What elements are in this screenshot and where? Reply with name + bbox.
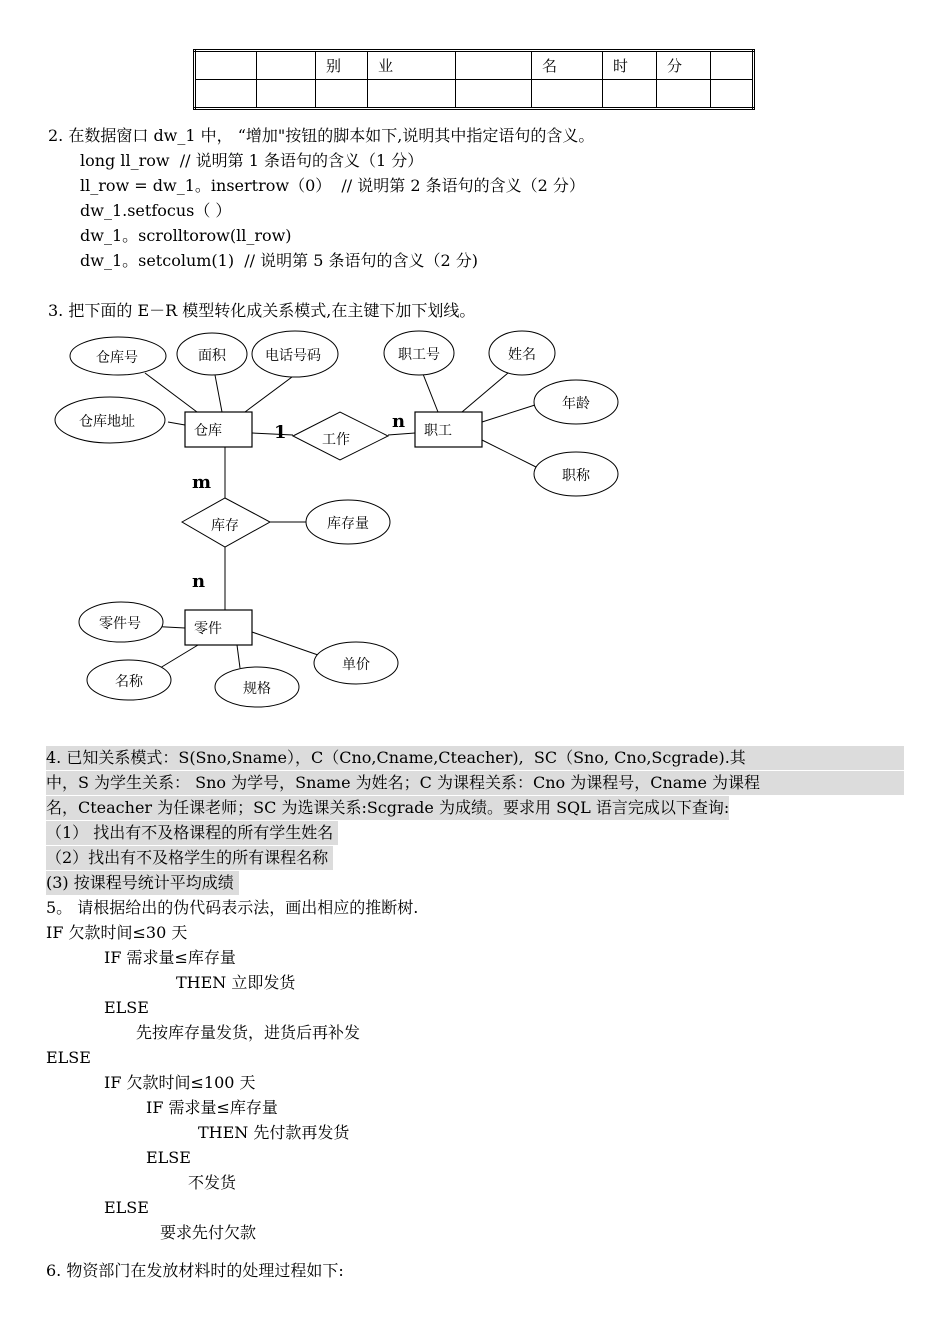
table-cell: 业 — [368, 51, 456, 80]
question-4-line: 中，S 为学生关系： Sno 为学号，Sname 为姓名；C 为课程关系：Cno 为课程号，Cname 为课程 — [46, 771, 904, 795]
table-cell — [603, 80, 657, 109]
attr-title — [534, 452, 618, 496]
connector-line — [252, 632, 318, 655]
table-cell — [456, 51, 532, 80]
attribute-label: 年龄 — [562, 396, 590, 412]
pseudo-code-line: ELSE — [104, 998, 149, 1017]
attribute-label: 电话号码 — [265, 348, 321, 364]
relationship-work — [293, 412, 388, 460]
table-cell — [532, 80, 603, 109]
table-cell: 时 — [603, 51, 657, 80]
entity-employee — [415, 412, 482, 447]
attr-part-no — [79, 602, 163, 642]
header-table — [193, 49, 755, 110]
question-5-title: 5。 请根据给出的伪代码表示法，画出相应的推断树. — [46, 898, 419, 917]
table-cell: 名 — [532, 51, 603, 80]
attr-price — [314, 642, 398, 684]
table-cell — [195, 51, 257, 80]
table-row — [195, 51, 754, 80]
connector-line — [168, 422, 185, 425]
connector-line — [423, 374, 438, 412]
attribute-label: 职称 — [562, 468, 590, 484]
table-cell — [368, 80, 456, 109]
code-line: dw_1。scrolltorow(ll_row) — [80, 226, 292, 245]
pseudo-code-line: ELSE — [104, 1198, 149, 1217]
attribute-label: 姓名 — [508, 347, 536, 363]
attribute-label: 面积 — [198, 348, 226, 364]
connector-line — [388, 433, 415, 435]
question-3-title: 3. 把下面的 E－R 模型转化成关系模式,在主键下加下划线。 — [48, 301, 476, 320]
entity-label: 零件 — [194, 621, 222, 637]
attribute-label: 仓库地址 — [79, 414, 135, 430]
pseudo-code-line: THEN 先付款再发货 — [198, 1123, 350, 1142]
entity-label: 职工 — [424, 423, 452, 439]
code-line: long ll_row // 说明第 1 条语句的含义（1 分） — [80, 151, 424, 170]
attr-name — [489, 331, 555, 375]
question-2-title: 2. 在数据窗口 dw_1 中， “增加"按钮的脚本如下,说明其中指定语句的含义。 — [48, 126, 595, 145]
er-diagram — [50, 330, 630, 720]
attr-employee-no — [384, 331, 454, 375]
table-cell — [711, 51, 754, 80]
pseudo-code-line: IF 欠款时间≤100 天 — [104, 1073, 256, 1092]
connector-line — [252, 433, 293, 435]
question-4-item: (3) 按课程号统计平均成绩 — [46, 871, 239, 895]
pseudo-code-line: IF 欠款时间≤30 天 — [46, 923, 188, 942]
attribute-label: 库存量 — [327, 516, 369, 532]
attr-warehouse-addr — [55, 397, 165, 443]
relationship-label: 工作 — [322, 432, 350, 448]
table-cell — [456, 80, 532, 109]
attr-warehouse-no — [70, 337, 166, 375]
pseudo-code-line: ELSE — [146, 1148, 191, 1167]
table-cell — [195, 80, 257, 109]
connector-line — [215, 375, 222, 412]
attribute-label: 单价 — [342, 657, 370, 673]
attribute-label: 规格 — [243, 681, 271, 697]
cardinality-n: n — [192, 571, 206, 592]
table-cell — [257, 80, 316, 109]
table-cell: 分 — [657, 51, 711, 80]
question-6-title: 6. 物资部门在发放材料时的处理过程如下: — [46, 1261, 344, 1280]
table-cell — [711, 80, 754, 109]
pseudo-code-line: 要求先付欠款 — [160, 1223, 257, 1242]
pseudo-code-line: IF 需求量≤库存量 — [146, 1098, 278, 1117]
question-4-item: （2）找出有不及格学生的所有课程名称 — [46, 846, 333, 870]
entity-label: 仓库 — [194, 423, 222, 439]
table-cell — [257, 51, 316, 80]
attribute-label: 零件号 — [99, 616, 141, 632]
table-cell: 别 — [316, 51, 368, 80]
connector-line — [462, 373, 508, 412]
code-line: ll_row = dw_1。insertrow（0） // 说明第 2 条语句的含义（2 分） — [80, 176, 585, 195]
pseudo-code-line: 先按库存量发货，进货后再补发 — [136, 1023, 361, 1042]
connector-line — [482, 440, 538, 468]
cardinality-m: m — [192, 472, 212, 493]
attr-part-name — [87, 660, 171, 700]
attr-age — [534, 380, 618, 424]
connector-line — [482, 405, 535, 422]
cardinality-1: 1 — [274, 422, 287, 443]
table-cell — [316, 80, 368, 109]
attr-phone — [252, 331, 338, 377]
question-4-item: （1） 找出有不及格课程的所有学生姓名 — [46, 821, 338, 845]
code-line: dw_1。setcolum(1) // 说明第 5 条语句的含义（2 分) — [80, 251, 478, 270]
code-line: dw_1.setfocus（ ） — [80, 201, 232, 220]
attr-stock-qty — [306, 500, 390, 544]
attr-area — [177, 333, 247, 375]
entity-warehouse — [185, 412, 252, 447]
pseudo-code-line: THEN 立即发货 — [176, 973, 296, 992]
relationship-stock — [182, 498, 270, 547]
attribute-label: 仓库号 — [96, 350, 138, 366]
table-cell — [657, 80, 711, 109]
attribute-label: 名称 — [115, 674, 143, 690]
pseudo-code-line: IF 需求量≤库存量 — [104, 948, 236, 967]
connector-line — [237, 645, 240, 668]
table-row — [195, 80, 754, 109]
cardinality-n: n — [392, 411, 406, 432]
question-4-line: 4. 已知关系模式：S(Sno,Sname），C（Cno,Cname,Cteacher), SC（Sno, Cno,Scgrade).其 — [46, 746, 904, 770]
pseudo-code-line: ELSE — [46, 1048, 91, 1067]
connector-line — [160, 645, 198, 668]
connector-line — [245, 377, 292, 412]
attr-spec — [215, 667, 299, 707]
relationship-label: 库存 — [211, 518, 239, 534]
pseudo-code-line: 不发货 — [188, 1173, 237, 1192]
attribute-label: 职工号 — [398, 347, 440, 363]
question-4-line: 名，Cteacher 为任课老师；SC 为选课关系:Scgrade 为成绩。要求用 SQL 语言完成以下查询: — [46, 796, 729, 820]
entity-part — [185, 610, 252, 645]
